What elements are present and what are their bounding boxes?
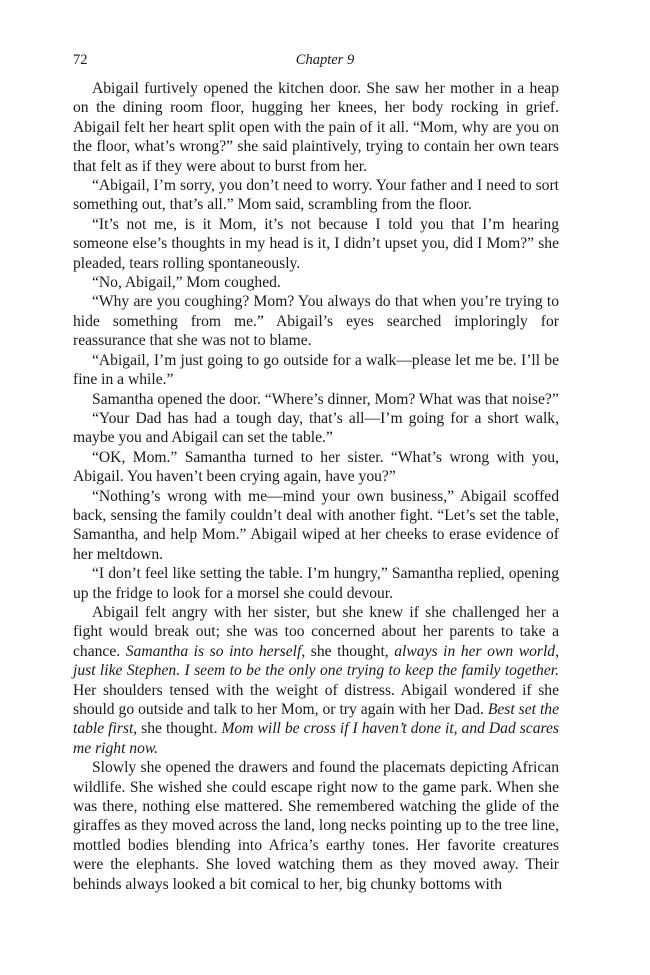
italic-text: Samantha is so into herself, [125, 642, 306, 660]
text-run: she thought. [137, 720, 222, 738]
paragraph [73, 390, 559, 409]
text-run: “Abigail, I’m just going to go outside for a walk—please let me be. I’ll be fine in a while.” [73, 351, 559, 389]
italic-text: always in her own world, just like Stephen. I seem to be the only one trying to keep the family together. [73, 642, 560, 680]
text-run: “OK, Mom.” Samantha turned to her sister. “What’s wrong with you, Abigail. You haven’t been crying again, have you?” [73, 448, 559, 486]
text-run: Abigail furtively opened the kitchen door. She saw her mother in a heap on the dining room floor, hugging her knees, her body rocking in grief. Abigail felt her heart split open with the pain of it all. “Mom, why are you on the floor, what’s wrong?” she said plaintively, trying to contain her own tears that felt as if they were about to burst from her. [73, 80, 559, 175]
paragraph [73, 273, 559, 292]
page-number: 72 [73, 52, 88, 68]
running-head: Chapter 9 [295, 52, 355, 68]
text-run: “Nothing’s wrong with me—mind your own business,” Abigail scoffed back, sensing the family couldn’t deal with another fight. “Let’s set the table, Samantha, and help Mom.” Abigail wiped at her cheeks to erase evidence of her meltdown. [73, 487, 559, 563]
paragraph [73, 758, 559, 894]
text-run: “It’s not me, is it Mom, it’s not because I told you that I’m hearing someone else’s thoughts in my head is it, I didn’t upset you, did I Mom?” she pleaded, tears rolling spontaneously. [73, 215, 559, 272]
italic-text: Mom will be cross if I haven’t done it, and Dad scares me right now. [73, 720, 559, 757]
italic-text: Best set the table first, [73, 701, 559, 738]
text-run: Abigail felt angry with her sister, but she knew if she challenged her a fight would break out; she was too concerned about her parents to take a chance. [73, 603, 559, 660]
paragraph [73, 564, 559, 603]
paragraph [73, 351, 559, 390]
text-run: Slowly she opened the drawers and found the placemats depicting African wildlife. She wished she could escape right now to the game park. When she was there, nothing else mattered. She remembered watching the glide of the giraffes as they moved across the land, long necks pointing up to the tree line, mottled bodies blending into Africa’s earthy tones. Her favorite creatures were the elephants. She loved watching them as they moved away. Their behinds always looked a bit comical to her, big chunky bottoms with [73, 759, 559, 893]
text-run: Her shoulders tensed with the weight of distress. Abigail wondered if she should go outside and talk to her Mom, or try again with her Dad. [73, 681, 559, 718]
text-run: “Abigail, I’m sorry, you don’t need to worry. Your father and I need to sort something out, that’s all.” Mom said, scrambling from the floor. [73, 177, 559, 214]
paragraph [73, 448, 559, 487]
paragraph [73, 603, 559, 758]
text-run: she thought, [305, 642, 395, 660]
text-run: “Your Dad has had a tough day, that’s all—I’m going for a short walk, maybe you and Abigail can set the table.” [73, 409, 559, 447]
text-run: “Why are you coughing? Mom? You always do that when you’re trying to hide something from me.” Abigail’s eyes searched imploringly for reassurance that she was not to blame. [73, 293, 559, 350]
paragraph [73, 409, 559, 448]
paragraph [73, 176, 559, 215]
paragraph [73, 79, 559, 176]
text-run: “No, Abigail,” Mom coughed. [92, 274, 281, 292]
paragraph [73, 215, 559, 273]
paragraph [73, 292, 559, 350]
text-run: “I don’t feel like setting the table. I’m hungry,” Samantha replied, opening up the fridge to look for a morsel she could devour. [73, 565, 559, 602]
text-run: Samantha opened the door. “Where’s dinner, Mom? What was that noise?” [92, 390, 559, 408]
paragraph [73, 487, 559, 565]
body-text [73, 79, 559, 894]
